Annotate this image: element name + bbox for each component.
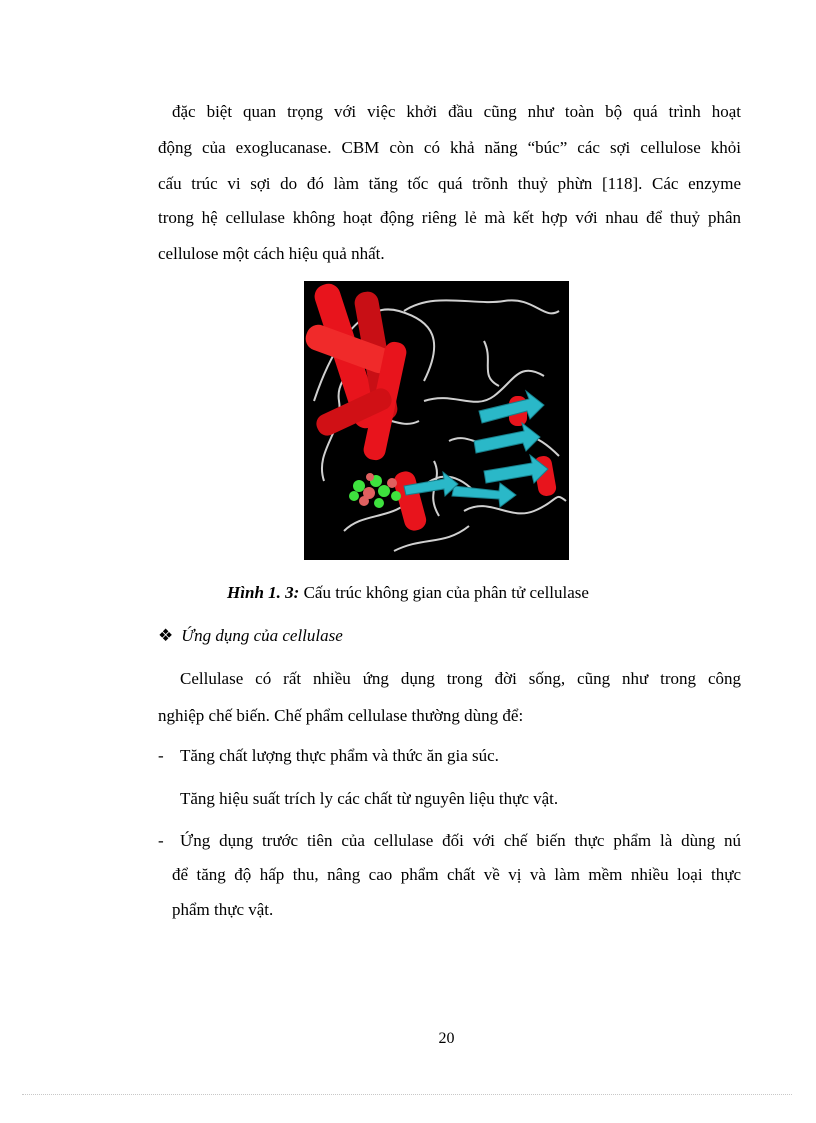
paragraph-1-line-3: cấu trúc vi sợi do đó làm tăng tốc quá trõnh thuỷ phừn [118]. Các enzyme [158, 174, 741, 193]
protein-ribbon-illustration [304, 281, 569, 560]
section-title: Ứng dụng của cellulase [181, 626, 343, 645]
figure-caption [0, 583, 816, 603]
list-item-2-line-1: Ứng dụng trước tiên của cellulase đối với chế biến thực phẩm là dùng nú [180, 831, 741, 850]
paragraph-2-line-1: Cellulase có rất nhiều ứng dụng trong đời sống, cũng như trong công [180, 669, 741, 688]
list-dash-2: - [158, 831, 164, 850]
list-dash-1: - [158, 746, 164, 765]
section-heading [158, 626, 343, 646]
ligand-spheres [349, 473, 401, 508]
cellulase-structure-figure [304, 281, 569, 560]
list-item-1: Tăng chất lượng thực phẩm và thức ăn gia súc. [180, 746, 499, 765]
figure-caption-label: Hình 1. 3: [227, 583, 300, 602]
paragraph-1-line-1: đặc biệt quan trọng với việc khởi đầu cũng như toàn bộ quá trình hoạt [172, 102, 741, 121]
page-number: 20 [438, 1030, 455, 1047]
list-item-2-line-2: để tăng độ hấp thu, nâng cao phẩm chất về vị và làm mềm nhiều loại thực [172, 865, 741, 884]
diamond-bullet-icon: ❖ [158, 626, 174, 645]
paragraph-1-line-5: cellulose một cách hiệu quả nhất. [158, 244, 385, 263]
paragraph-2-line-2: nghiệp chế biến. Chế phẩm cellulase thường dùng để: [158, 706, 524, 725]
paragraph-1-line-2: động của exoglucanase. CBM còn có khả năng “búc” các sợi cellulose khỏi [158, 138, 741, 157]
figure-caption-text: Cấu trúc không gian của phân tử cellulase [299, 583, 589, 602]
page-bottom-rule [22, 1094, 792, 1095]
list-item-1-continuation: Tăng hiệu suất trích ly các chất từ nguyên liệu thực vật. [180, 789, 559, 808]
list-item-2-line-3: phẩm thực vật. [172, 900, 274, 919]
paragraph-1-line-4: trong hệ cellulase không hoạt động riêng lẻ mà kết hợp với nhau để thuỷ phân [158, 208, 741, 227]
beta-sheet-arrows [404, 391, 548, 507]
